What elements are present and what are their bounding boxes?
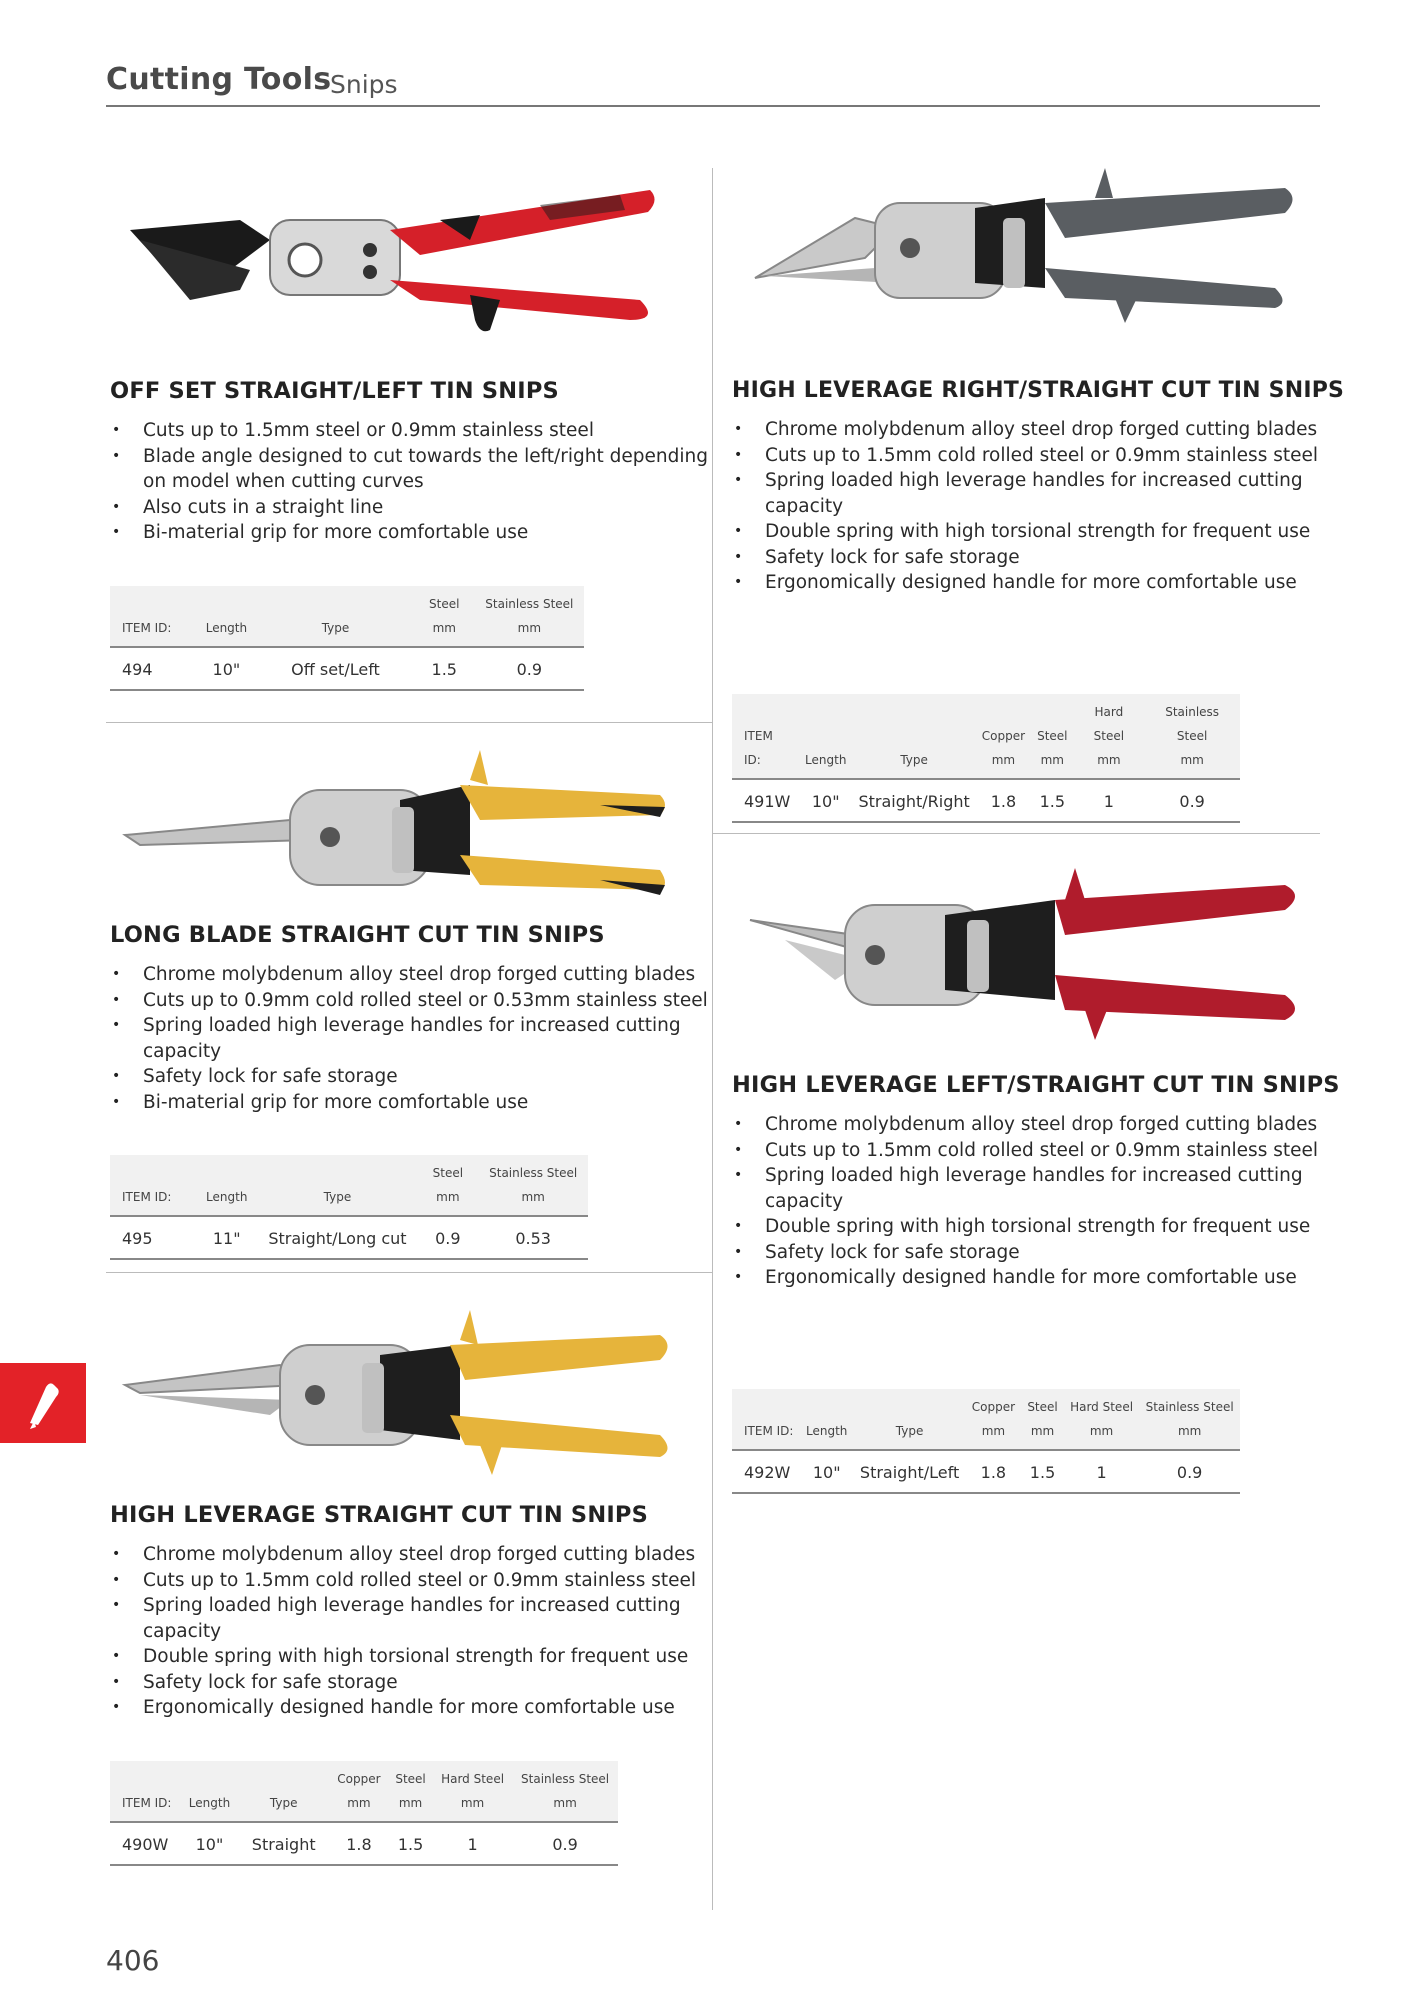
feature-list [732,417,1322,596]
list-item: • Blade angle designed to cut towards the left/right depending on model when cutting curves [110,444,710,495]
table-header: Type [852,694,975,779]
red-snips-icon [745,860,1305,1040]
list-item: • Double spring with high torsional strength for frequent use [732,1214,1322,1240]
table-header: Steel mm [417,1155,478,1216]
list-item: • Spring loaded high leverage handles for increased cutting capacity [732,468,1322,519]
grey-snips-icon [745,158,1305,338]
table-header: ITEM ID: [110,1761,181,1822]
section-divider [712,833,1320,834]
table-cell: Straight/Long cut [258,1216,418,1259]
list-item: • Cuts up to 1.5mm cold rolled steel or 0.9mm stainless steel [732,443,1322,469]
list-item: • Ergonomically designed handle for more comfortable use [732,570,1322,596]
table-cell: 1 [433,1822,512,1865]
table-header: Length [181,1761,237,1822]
list-item: • Also cuts in a straight line [110,495,710,521]
table-cell: 1.5 [1031,779,1073,822]
table-header: Hard Steel mm [433,1761,512,1822]
product-title: HIGH LEVERAGE STRAIGHT CUT TIN SNIPS [110,1502,649,1528]
table-header: Steel mm [1031,694,1073,779]
product-right-straight [732,378,1345,823]
table-cell: 490W [110,1822,181,1865]
list-item: • Chrome molybdenum alloy steel drop forged cutting blades [110,962,710,988]
spec-table [732,694,1240,823]
table-row [110,1216,588,1259]
table-row [110,647,584,690]
yellow-long-blade-snips-icon [120,745,670,915]
list-item: • Spring loaded high leverage handles for increased cutting capacity [110,1593,710,1644]
table-row [110,1822,618,1865]
feature-list [110,962,710,1115]
table-header: ITEM ID: [732,1389,800,1450]
table-header: ITEM ID: [110,1155,196,1216]
table-cell: 1.8 [966,1450,1022,1493]
table-cell: 1.5 [414,647,475,690]
table-header: Type [257,586,414,647]
list-item: • Cuts up to 0.9mm cold rolled steel or 0.53mm stainless steel [110,988,710,1014]
table-cell: 10" [196,647,257,690]
product-straight [110,1502,710,1866]
page-subtitle: Snips [330,70,398,99]
table-header: Hard Steel mm [1064,1389,1139,1450]
table-cell: 10" [799,779,852,822]
table-cell: Straight/Right [852,779,975,822]
table-header: Steel mm [388,1761,433,1822]
page-title: Cutting Tools [106,62,332,97]
table-header: Copper mm [330,1761,388,1822]
table-cell: 494 [110,647,196,690]
spec-table [110,1761,618,1866]
product-long-blade [110,922,710,1260]
spec-table [110,1155,588,1260]
table-row [732,1450,1240,1493]
list-item: • Bi-material grip for more comfortable use [110,1090,710,1116]
red-offset-snips-icon [120,160,660,340]
table-cell: 491W [732,779,799,822]
list-item: • Bi-material grip for more comfortable use [110,520,710,546]
table-cell: 1 [1064,1450,1139,1493]
table-header: Steel mm [1021,1389,1064,1450]
list-item: • Safety lock for safe storage [110,1064,710,1090]
table-header: Stainless Steel mm [475,586,584,647]
section-divider [106,1272,712,1273]
list-item: • Chrome molybdenum alloy steel drop forged cutting blades [732,1112,1322,1138]
product-title: HIGH LEVERAGE LEFT/STRAIGHT CUT TIN SNIPS [732,1072,1340,1098]
table-cell: Off set/Left [257,647,414,690]
list-item: • Double spring with high torsional strength for frequent use [732,519,1322,545]
table-cell: 10" [800,1450,854,1493]
table-cell: 11" [196,1216,258,1259]
list-item: • Double spring with high torsional strength for frequent use [110,1644,710,1670]
table-cell: 10" [181,1822,237,1865]
header-rule [106,105,1320,107]
table-cell: 1.8 [330,1822,388,1865]
table-header: Copper mm [966,1389,1022,1450]
table-cell: Straight [238,1822,330,1865]
list-item: • Safety lock for safe storage [732,545,1322,571]
table-header: Copper mm [976,694,1031,779]
column-divider [712,168,713,1910]
table-header: Stainless Steel mm [512,1761,618,1822]
table-row [732,779,1240,822]
table-cell: 0.53 [478,1216,588,1259]
list-item: • Cuts up to 1.5mm steel or 0.9mm stainless steel [110,418,710,444]
knife-icon [0,1363,86,1443]
product-offset-left [110,378,710,691]
table-cell: 495 [110,1216,196,1259]
list-item: • Spring loaded high leverage handles for increased cutting capacity [732,1163,1322,1214]
feature-list [732,1112,1322,1291]
table-header: Type [238,1761,330,1822]
table-header: Type [854,1389,966,1450]
list-item: • Ergonomically designed handle for more comfortable use [732,1265,1322,1291]
table-cell: 492W [732,1450,800,1493]
list-item: • Cuts up to 1.5mm cold rolled steel or 0.9mm stainless steel [732,1138,1322,1164]
yellow-snips-icon [120,1305,680,1485]
table-header: Steel mm [414,586,475,647]
feature-list [110,418,710,546]
table-header: Stainless Steel mm [1139,1389,1240,1450]
table-cell: 0.9 [417,1216,478,1259]
spec-table [110,586,584,691]
list-item: • Ergonomically designed handle for more comfortable use [110,1695,710,1721]
table-cell: 1.5 [1021,1450,1064,1493]
table-cell: 0.9 [1139,1450,1240,1493]
table-cell: 1.5 [388,1822,433,1865]
table-cell: 0.9 [512,1822,618,1865]
product-left-straight [732,1072,1340,1494]
table-cell: 0.9 [475,647,584,690]
product-title: LONG BLADE STRAIGHT CUT TIN SNIPS [110,922,605,948]
feature-list [110,1542,710,1721]
table-header: Hard Steel mm [1074,694,1145,779]
table-header: Type [258,1155,418,1216]
table-header: Length [799,694,852,779]
page-number: 406 [106,1944,160,1977]
list-item: • Spring loaded high leverage handles for increased cutting capacity [110,1013,710,1064]
section-tab [0,1363,86,1443]
list-item: • Chrome molybdenum alloy steel drop forged cutting blades [732,417,1322,443]
table-header: ITEM ID: [110,586,196,647]
table-cell: Straight/Left [854,1450,966,1493]
list-item: • Cuts up to 1.5mm cold rolled steel or 0.9mm stainless steel [110,1568,710,1594]
table-cell: 1 [1074,779,1145,822]
product-title: OFF SET STRAIGHT/LEFT TIN SNIPS [110,378,559,404]
list-item: • Chrome molybdenum alloy steel drop forged cutting blades [110,1542,710,1568]
spec-table [732,1389,1240,1494]
table-cell: 0.9 [1144,779,1240,822]
table-header: Length [800,1389,854,1450]
table-header: Stainless Steel mm [1144,694,1240,779]
table-cell: 1.8 [976,779,1031,822]
product-title: HIGH LEVERAGE RIGHT/STRAIGHT CUT TIN SNIPS [732,378,1345,403]
section-divider [106,722,712,723]
table-header: ITEM ID: [732,694,799,779]
table-header: Length [196,586,257,647]
table-header: Length [196,1155,258,1216]
list-item: • Safety lock for safe storage [110,1670,710,1696]
list-item: • Safety lock for safe storage [732,1240,1322,1266]
table-header: Stainless Steel mm [478,1155,588,1216]
